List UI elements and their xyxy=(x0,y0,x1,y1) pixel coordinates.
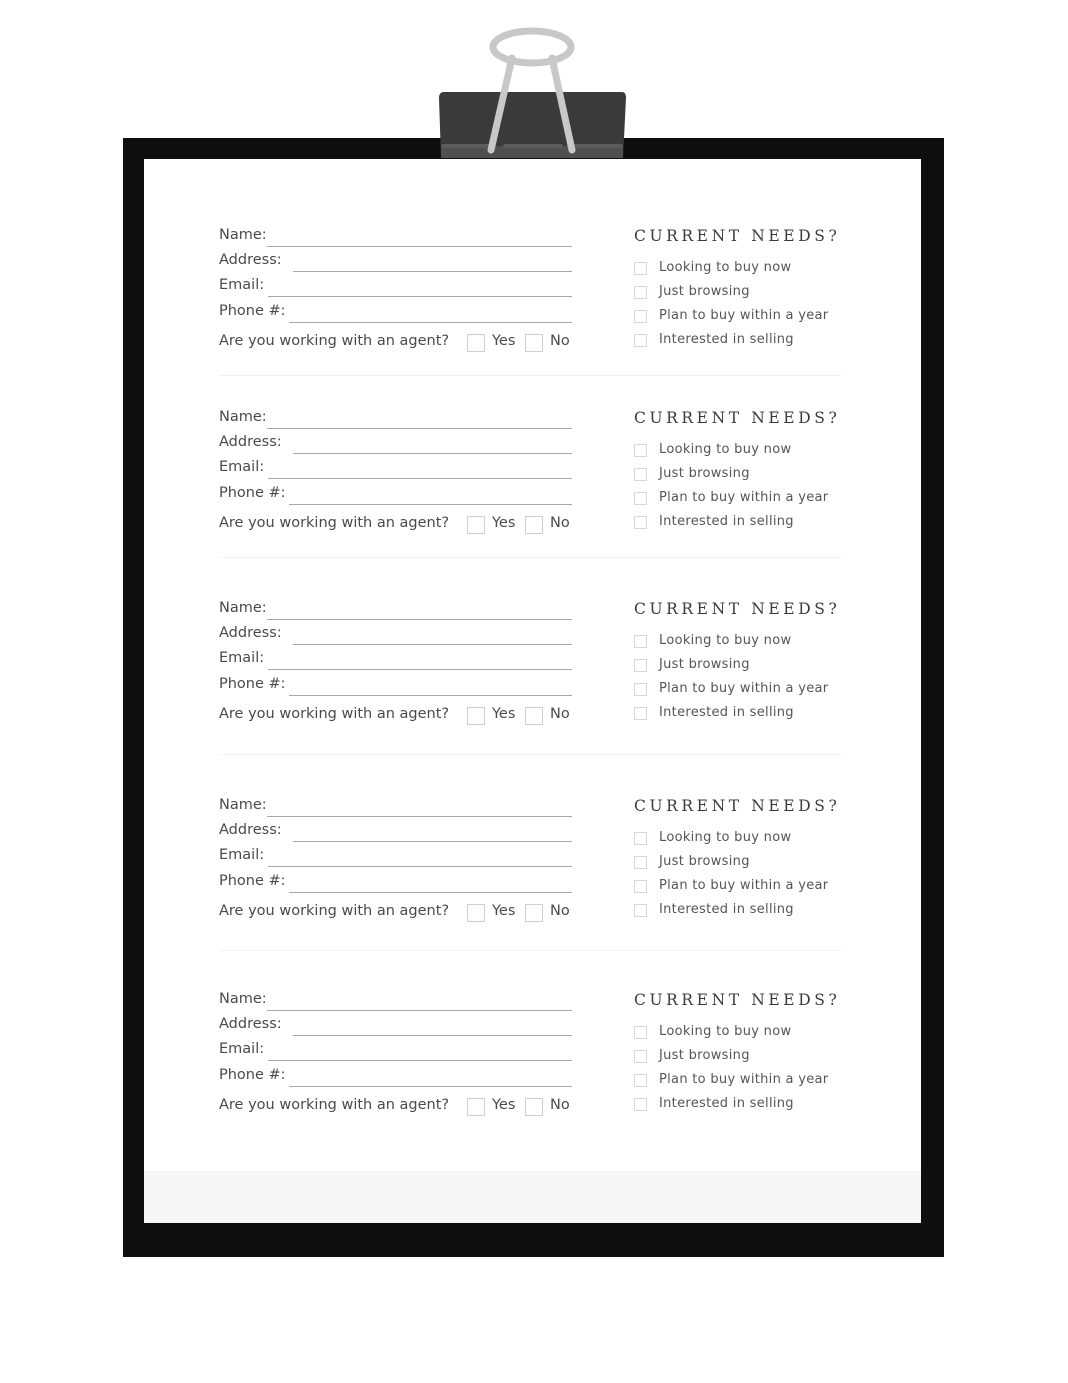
email-input-line[interactable] xyxy=(268,1060,572,1061)
need-option-label: Just browsing xyxy=(659,854,750,869)
contact-entry xyxy=(219,991,841,1141)
address-label: Address: xyxy=(219,252,282,268)
need-checkbox[interactable] xyxy=(634,286,647,299)
entry-divider xyxy=(219,950,841,951)
need-checkbox[interactable] xyxy=(634,468,647,481)
agent-yes-label: Yes xyxy=(492,903,516,919)
email-field[interactable] xyxy=(219,277,572,297)
address-input-line[interactable] xyxy=(293,1035,572,1036)
need-checkbox[interactable] xyxy=(634,904,647,917)
email-label: Email: xyxy=(219,650,265,666)
need-option-label: Plan to buy within a year xyxy=(659,490,829,505)
address-label: Address: xyxy=(219,822,282,838)
need-checkbox[interactable] xyxy=(634,262,647,275)
need-option[interactable] xyxy=(634,1048,849,1066)
current-needs-title: CURRENT NEEDS? xyxy=(634,797,841,815)
agent-yes-label: Yes xyxy=(492,706,516,722)
need-option-label: Looking to buy now xyxy=(659,260,792,275)
email-label: Email: xyxy=(219,1041,265,1057)
agent-no-checkbox[interactable] xyxy=(525,1098,543,1116)
phone-input-line[interactable] xyxy=(289,695,572,696)
contact-entry xyxy=(219,600,841,750)
need-checkbox[interactable] xyxy=(634,635,647,648)
agent-question-row xyxy=(219,705,579,727)
agent-yes-label: Yes xyxy=(492,333,516,349)
need-option[interactable] xyxy=(634,705,849,723)
agent-question-label: Are you working with an agent? xyxy=(219,903,450,919)
email-field[interactable] xyxy=(219,847,572,867)
need-option-label: Interested in selling xyxy=(659,705,794,720)
agent-no-checkbox[interactable] xyxy=(525,904,543,922)
need-option[interactable] xyxy=(634,260,849,278)
need-checkbox[interactable] xyxy=(634,444,647,457)
address-field[interactable] xyxy=(219,1016,572,1036)
phone-field[interactable] xyxy=(219,485,572,505)
agent-no-label: No xyxy=(550,706,570,722)
agent-no-label: No xyxy=(550,1097,570,1113)
need-option-label: Looking to buy now xyxy=(659,1024,792,1039)
agent-no-checkbox[interactable] xyxy=(525,334,543,352)
need-option[interactable] xyxy=(634,490,849,508)
need-option-label: Just browsing xyxy=(659,1048,750,1063)
phone-input-line[interactable] xyxy=(289,504,572,505)
phone-field[interactable] xyxy=(219,1067,572,1087)
agent-question-row xyxy=(219,332,579,354)
need-option[interactable] xyxy=(634,902,849,920)
email-field[interactable] xyxy=(219,459,572,479)
email-input-line[interactable] xyxy=(268,866,572,867)
need-checkbox[interactable] xyxy=(634,1026,647,1039)
name-label: Name: xyxy=(219,600,267,616)
need-checkbox[interactable] xyxy=(634,516,647,529)
agent-yes-checkbox[interactable] xyxy=(467,904,485,922)
phone-input-line[interactable] xyxy=(289,892,572,893)
need-option[interactable] xyxy=(634,466,849,484)
agent-question-label: Are you working with an agent? xyxy=(219,333,450,349)
name-field[interactable] xyxy=(219,600,572,620)
need-checkbox[interactable] xyxy=(634,880,647,893)
name-field[interactable] xyxy=(219,797,572,817)
need-checkbox[interactable] xyxy=(634,1074,647,1087)
need-checkbox[interactable] xyxy=(634,832,647,845)
entry-divider xyxy=(219,557,841,558)
need-checkbox[interactable] xyxy=(634,683,647,696)
address-input-line[interactable] xyxy=(293,453,572,454)
need-checkbox[interactable] xyxy=(634,856,647,869)
address-input-line[interactable] xyxy=(293,841,572,842)
phone-label: Phone #: xyxy=(219,485,286,501)
email-input-line[interactable] xyxy=(268,296,572,297)
agent-question-row xyxy=(219,1096,579,1118)
name-label: Name: xyxy=(219,797,267,813)
name-input-line[interactable] xyxy=(267,816,572,817)
email-field[interactable] xyxy=(219,1041,572,1061)
footer-band xyxy=(144,1171,921,1223)
address-input-line[interactable] xyxy=(293,271,572,272)
contact-entry xyxy=(219,409,841,559)
agent-yes-checkbox[interactable] xyxy=(467,334,485,352)
agent-no-label: No xyxy=(550,333,570,349)
email-label: Email: xyxy=(219,459,265,475)
need-option[interactable] xyxy=(634,514,849,532)
current-needs-title: CURRENT NEEDS? xyxy=(634,600,841,618)
email-field[interactable] xyxy=(219,650,572,670)
name-label: Name: xyxy=(219,991,267,1007)
name-input-line[interactable] xyxy=(267,246,572,247)
agent-yes-label: Yes xyxy=(492,1097,516,1113)
address-label: Address: xyxy=(219,434,282,450)
address-field[interactable] xyxy=(219,822,572,842)
name-input-line[interactable] xyxy=(267,619,572,620)
need-option[interactable] xyxy=(634,442,849,460)
phone-label: Phone #: xyxy=(219,676,286,692)
entry-divider xyxy=(219,375,841,376)
name-field[interactable] xyxy=(219,227,572,247)
agent-no-label: No xyxy=(550,515,570,531)
agent-yes-checkbox[interactable] xyxy=(467,516,485,534)
current-needs-title: CURRENT NEEDS? xyxy=(634,991,841,1009)
agent-yes-checkbox[interactable] xyxy=(467,707,485,725)
agent-question-row xyxy=(219,902,579,924)
sign-in-sheet xyxy=(144,159,921,1223)
need-option[interactable] xyxy=(634,332,849,350)
need-option[interactable] xyxy=(634,1024,849,1042)
need-option-label: Just browsing xyxy=(659,284,750,299)
need-option-label: Plan to buy within a year xyxy=(659,1072,829,1087)
agent-question-label: Are you working with an agent? xyxy=(219,515,450,531)
address-label: Address: xyxy=(219,1016,282,1032)
need-checkbox[interactable] xyxy=(634,659,647,672)
need-option-label: Interested in selling xyxy=(659,514,794,529)
clipboard-frame xyxy=(123,138,944,1257)
need-option[interactable] xyxy=(634,657,849,675)
need-option[interactable] xyxy=(634,633,849,651)
contact-entry xyxy=(219,227,841,377)
need-option[interactable] xyxy=(634,1072,849,1090)
name-label: Name: xyxy=(219,227,267,243)
phone-field[interactable] xyxy=(219,676,572,696)
agent-question-label: Are you working with an agent? xyxy=(219,706,450,722)
address-label: Address: xyxy=(219,625,282,641)
agent-question-row xyxy=(219,514,579,536)
need-option-label: Just browsing xyxy=(659,466,750,481)
need-checkbox[interactable] xyxy=(634,1098,647,1111)
name-input-line[interactable] xyxy=(267,1010,572,1011)
need-option[interactable] xyxy=(634,308,849,326)
need-checkbox[interactable] xyxy=(634,310,647,323)
contact-entry xyxy=(219,797,841,947)
need-option-label: Just browsing xyxy=(659,657,750,672)
need-checkbox[interactable] xyxy=(634,492,647,505)
agent-yes-checkbox[interactable] xyxy=(467,1098,485,1116)
need-checkbox[interactable] xyxy=(634,334,647,347)
agent-yes-label: Yes xyxy=(492,515,516,531)
phone-label: Phone #: xyxy=(219,303,286,319)
name-label: Name: xyxy=(219,409,267,425)
need-option-label: Looking to buy now xyxy=(659,830,792,845)
email-label: Email: xyxy=(219,277,265,293)
need-option[interactable] xyxy=(634,284,849,302)
address-field[interactable] xyxy=(219,434,572,454)
agent-no-label: No xyxy=(550,903,570,919)
address-input-line[interactable] xyxy=(293,644,572,645)
name-field[interactable] xyxy=(219,409,572,429)
need-option[interactable] xyxy=(634,854,849,872)
agent-question-label: Are you working with an agent? xyxy=(219,1097,450,1113)
current-needs-title: CURRENT NEEDS? xyxy=(634,409,841,427)
need-option-label: Looking to buy now xyxy=(659,633,792,648)
phone-input-line[interactable] xyxy=(289,1086,572,1087)
email-input-line[interactable] xyxy=(268,478,572,479)
phone-label: Phone #: xyxy=(219,1067,286,1083)
email-input-line[interactable] xyxy=(268,669,572,670)
entry-divider xyxy=(219,754,841,755)
phone-field[interactable] xyxy=(219,303,572,323)
need-option[interactable] xyxy=(634,1096,849,1114)
agent-no-checkbox[interactable] xyxy=(525,516,543,534)
agent-no-checkbox[interactable] xyxy=(525,707,543,725)
name-field[interactable] xyxy=(219,991,572,1011)
email-label: Email: xyxy=(219,847,265,863)
address-field[interactable] xyxy=(219,252,572,272)
address-field[interactable] xyxy=(219,625,572,645)
need-option-label: Interested in selling xyxy=(659,332,794,347)
name-input-line[interactable] xyxy=(267,428,572,429)
current-needs-title: CURRENT NEEDS? xyxy=(634,227,841,245)
phone-label: Phone #: xyxy=(219,873,286,889)
need-option[interactable] xyxy=(634,878,849,896)
need-option-label: Interested in selling xyxy=(659,902,794,917)
need-checkbox[interactable] xyxy=(634,707,647,720)
need-option[interactable] xyxy=(634,830,849,848)
need-option-label: Plan to buy within a year xyxy=(659,681,829,696)
need-option-label: Plan to buy within a year xyxy=(659,878,829,893)
phone-input-line[interactable] xyxy=(289,322,572,323)
need-option-label: Looking to buy now xyxy=(659,442,792,457)
need-option[interactable] xyxy=(634,681,849,699)
need-option-label: Plan to buy within a year xyxy=(659,308,829,323)
phone-field[interactable] xyxy=(219,873,572,893)
need-checkbox[interactable] xyxy=(634,1050,647,1063)
need-option-label: Interested in selling xyxy=(659,1096,794,1111)
